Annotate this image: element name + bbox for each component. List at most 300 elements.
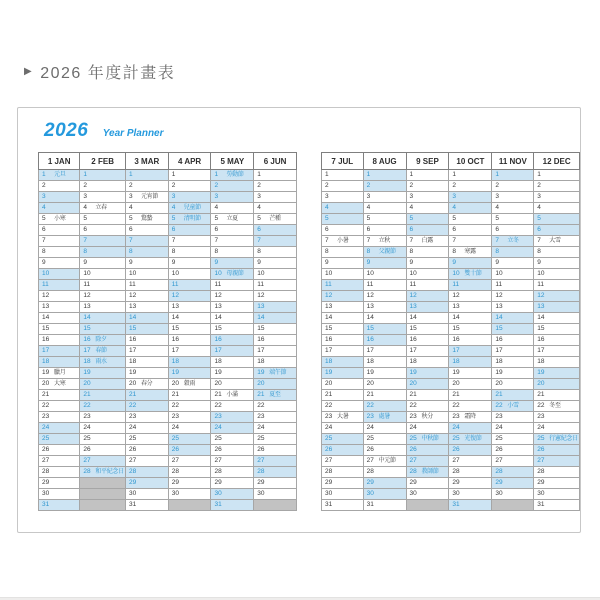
day-number: 3 bbox=[495, 193, 499, 200]
day-number: 11 bbox=[452, 281, 460, 288]
day-number: 15 bbox=[325, 325, 333, 332]
day-cell bbox=[406, 181, 449, 192]
day-cell bbox=[492, 214, 534, 225]
day-cell bbox=[80, 379, 126, 390]
day-number: 28 bbox=[325, 468, 333, 475]
day-number: 22 bbox=[409, 402, 417, 409]
day-cell bbox=[80, 214, 126, 225]
day-cell bbox=[492, 335, 534, 346]
day-number: 5 bbox=[452, 215, 457, 222]
day-number: 24 bbox=[366, 424, 374, 431]
day-cell bbox=[363, 445, 406, 456]
month-header: 4 APR bbox=[168, 153, 211, 170]
day-number: 13 bbox=[366, 303, 374, 310]
day-number: 4 bbox=[452, 204, 457, 211]
planner-header bbox=[44, 120, 164, 142]
day-cell bbox=[39, 236, 80, 247]
day-number: 26 bbox=[409, 446, 417, 453]
day-number: 10 bbox=[495, 270, 503, 277]
day-number: 21 bbox=[257, 391, 265, 398]
day-cell bbox=[363, 500, 406, 511]
day-row bbox=[39, 412, 297, 423]
day-number: 27 bbox=[409, 457, 417, 464]
month-header: 1 JAN bbox=[39, 153, 80, 170]
day-cell bbox=[39, 357, 80, 368]
day-cell bbox=[363, 357, 406, 368]
day-cell bbox=[492, 192, 534, 203]
day-number: 7 bbox=[171, 237, 176, 244]
day-number: 5 bbox=[409, 215, 414, 222]
day-cell bbox=[406, 346, 449, 357]
planner-subtitle: Year Planner bbox=[102, 128, 164, 139]
day-cell bbox=[168, 302, 211, 313]
day-number: 25 bbox=[409, 435, 417, 442]
day-number: 16 bbox=[495, 336, 503, 343]
day-cell bbox=[363, 401, 406, 412]
day-number: 22 bbox=[257, 402, 265, 409]
day-cell bbox=[254, 247, 297, 258]
day-number: 2 bbox=[83, 182, 87, 189]
day-cell bbox=[80, 445, 126, 456]
day-cell bbox=[211, 313, 254, 324]
day-cell bbox=[168, 445, 211, 456]
day-cell bbox=[80, 280, 126, 291]
day-cell bbox=[211, 192, 254, 203]
day-cell bbox=[322, 357, 364, 368]
day-cell bbox=[168, 214, 211, 225]
day-number: 27 bbox=[42, 457, 50, 464]
day-number: 9 bbox=[128, 259, 133, 266]
day-cell bbox=[449, 181, 492, 192]
day-cell bbox=[125, 324, 168, 335]
day-cell bbox=[363, 335, 406, 346]
day-cell bbox=[322, 225, 364, 236]
day-number: 19 bbox=[325, 369, 333, 376]
day-cell bbox=[406, 324, 449, 335]
day-number: 26 bbox=[128, 446, 137, 453]
day-cell bbox=[492, 170, 534, 181]
day-number: 7 bbox=[83, 237, 87, 244]
day-cell bbox=[449, 291, 492, 302]
day-cell bbox=[449, 401, 492, 412]
day-cell bbox=[254, 390, 297, 401]
day-number: 3 bbox=[214, 193, 219, 200]
day-cell bbox=[406, 192, 449, 203]
day-number: 9 bbox=[171, 259, 176, 266]
day-cell bbox=[363, 269, 406, 280]
day-number: 10 bbox=[257, 270, 265, 277]
page-title-text: 2026 年度計畫表 bbox=[40, 65, 176, 82]
day-row bbox=[39, 401, 297, 412]
day-row bbox=[322, 236, 580, 247]
day-number: 5 bbox=[495, 215, 499, 222]
day-number: 13 bbox=[495, 303, 503, 310]
day-cell bbox=[254, 302, 297, 313]
day-number: 27 bbox=[171, 457, 179, 464]
day-number: 1 bbox=[42, 171, 46, 178]
day-number: 12 bbox=[495, 292, 503, 299]
day-row bbox=[39, 346, 297, 357]
day-number: 25 bbox=[214, 435, 222, 442]
day-cell bbox=[322, 236, 364, 247]
day-cell bbox=[363, 181, 406, 192]
day-row bbox=[39, 467, 297, 478]
day-cell bbox=[125, 357, 168, 368]
day-cell bbox=[254, 192, 297, 203]
day-row bbox=[39, 302, 297, 313]
day-cell bbox=[449, 456, 492, 467]
day-cell bbox=[534, 225, 580, 236]
day-cell bbox=[449, 379, 492, 390]
day-number: 5 bbox=[257, 215, 261, 222]
day-number: 7 bbox=[409, 237, 414, 244]
day-number: 12 bbox=[409, 292, 417, 299]
day-cell bbox=[534, 401, 580, 412]
day-cell bbox=[125, 269, 168, 280]
day-number: 23 bbox=[537, 413, 545, 420]
day-number: 14 bbox=[257, 314, 265, 321]
day-cell bbox=[211, 324, 254, 335]
day-number: 13 bbox=[452, 303, 460, 310]
day-cell bbox=[211, 214, 254, 225]
day-number: 27 bbox=[537, 457, 545, 464]
day-number: 20 bbox=[257, 380, 265, 387]
day-row bbox=[322, 346, 580, 357]
day-cell bbox=[39, 434, 80, 445]
day-cell bbox=[363, 412, 406, 423]
day-cell bbox=[363, 170, 406, 181]
day-cell bbox=[125, 423, 168, 434]
day-cell bbox=[254, 368, 297, 379]
day-number: 17 bbox=[257, 347, 265, 354]
day-number: 18 bbox=[214, 358, 222, 365]
day-number: 7 bbox=[325, 237, 329, 244]
holiday-label: 清明節 bbox=[183, 216, 201, 222]
day-number: 28 bbox=[409, 468, 417, 475]
day-cell bbox=[168, 291, 211, 302]
day-number: 30 bbox=[325, 490, 333, 497]
day-cell bbox=[406, 412, 449, 423]
day-row bbox=[322, 269, 580, 280]
day-cell bbox=[406, 434, 449, 445]
day-number: 10 bbox=[214, 270, 222, 277]
day-number: 17 bbox=[452, 347, 460, 354]
day-cell bbox=[534, 291, 580, 302]
day-cell bbox=[39, 192, 80, 203]
day-cell bbox=[80, 258, 126, 269]
day-cell bbox=[211, 423, 254, 434]
day-cell bbox=[125, 401, 168, 412]
day-number: 1 bbox=[83, 171, 87, 178]
day-cell bbox=[322, 214, 364, 225]
day-cell bbox=[363, 478, 406, 489]
day-row bbox=[322, 368, 580, 379]
day-number: 27 bbox=[214, 457, 222, 464]
day-number: 30 bbox=[128, 490, 137, 497]
day-number: 15 bbox=[452, 325, 460, 332]
day-cell bbox=[80, 368, 126, 379]
holiday-label: 端午節 bbox=[269, 370, 287, 376]
day-number: 6 bbox=[214, 226, 219, 233]
day-cell bbox=[168, 236, 211, 247]
day-cell bbox=[363, 280, 406, 291]
day-cell bbox=[125, 214, 168, 225]
holiday-label: 臘月 bbox=[54, 370, 66, 376]
day-cell bbox=[322, 390, 364, 401]
day-cell bbox=[125, 346, 168, 357]
day-cell bbox=[168, 423, 211, 434]
day-number: 12 bbox=[537, 292, 545, 299]
day-number: 25 bbox=[325, 435, 333, 442]
day-cell bbox=[322, 379, 364, 390]
day-cell bbox=[534, 489, 580, 500]
day-number: 3 bbox=[171, 193, 176, 200]
holiday-label: 教師節 bbox=[421, 469, 439, 475]
day-number: 6 bbox=[495, 226, 499, 233]
day-number: 13 bbox=[409, 303, 417, 310]
holiday-label: 立春 bbox=[95, 205, 107, 211]
day-number: 11 bbox=[325, 281, 332, 288]
day-cell bbox=[322, 247, 364, 258]
day-cell bbox=[534, 335, 580, 346]
day-row bbox=[39, 269, 297, 280]
day-number: 14 bbox=[452, 314, 460, 321]
day-cell bbox=[492, 467, 534, 478]
day-cell bbox=[534, 192, 580, 203]
day-cell bbox=[39, 456, 80, 467]
day-cell bbox=[492, 269, 534, 280]
day-number: 27 bbox=[128, 457, 137, 464]
day-number: 16 bbox=[257, 336, 265, 343]
day-number: 14 bbox=[325, 314, 333, 321]
day-row bbox=[322, 214, 580, 225]
day-number: 2 bbox=[452, 182, 457, 189]
day-row bbox=[322, 324, 580, 335]
day-cell bbox=[322, 313, 364, 324]
day-cell bbox=[168, 379, 211, 390]
holiday-label: 小寒 bbox=[54, 216, 66, 222]
day-cell bbox=[211, 236, 254, 247]
holiday-label: 春分 bbox=[140, 381, 153, 387]
day-cell bbox=[449, 434, 492, 445]
day-row bbox=[39, 236, 297, 247]
day-cell bbox=[492, 203, 534, 214]
day-number: 18 bbox=[42, 358, 50, 365]
day-cell bbox=[363, 434, 406, 445]
day-number: 24 bbox=[42, 424, 50, 431]
day-number: 17 bbox=[128, 347, 137, 354]
day-number: 9 bbox=[366, 259, 371, 266]
day-number: 6 bbox=[452, 226, 457, 233]
day-cell bbox=[254, 225, 297, 236]
day-number: 2 bbox=[325, 182, 329, 189]
day-number: 5 bbox=[214, 215, 219, 222]
day-cell bbox=[168, 192, 211, 203]
holiday-label: 大寒 bbox=[54, 381, 66, 387]
holiday-label: 大雪 bbox=[549, 238, 561, 244]
day-number: 29 bbox=[537, 479, 545, 486]
day-number: 16 bbox=[128, 336, 137, 343]
day-number: 27 bbox=[495, 457, 503, 464]
day-number: 28 bbox=[495, 468, 503, 475]
day-cell bbox=[168, 258, 211, 269]
day-cell bbox=[254, 434, 297, 445]
day-cell bbox=[449, 368, 492, 379]
day-number: 2 bbox=[495, 182, 499, 189]
day-row bbox=[322, 225, 580, 236]
day-cell bbox=[492, 434, 534, 445]
day-number: 25 bbox=[171, 435, 179, 442]
day-row bbox=[39, 368, 297, 379]
day-number: 29 bbox=[452, 479, 460, 486]
day-number: 15 bbox=[409, 325, 417, 332]
day-number: 18 bbox=[366, 358, 374, 365]
day-row bbox=[39, 456, 297, 467]
day-number: 13 bbox=[128, 303, 137, 310]
day-cell bbox=[211, 280, 254, 291]
day-number: 10 bbox=[409, 270, 417, 277]
day-cell bbox=[492, 368, 534, 379]
day-cell bbox=[211, 247, 254, 258]
day-cell bbox=[322, 445, 364, 456]
day-cell bbox=[406, 269, 449, 280]
day-cell bbox=[322, 280, 364, 291]
day-cell bbox=[534, 379, 580, 390]
day-number: 1 bbox=[214, 171, 219, 178]
day-cell bbox=[254, 357, 297, 368]
day-number: 19 bbox=[409, 369, 417, 376]
day-cell bbox=[406, 379, 449, 390]
day-cell bbox=[406, 401, 449, 412]
day-row bbox=[322, 335, 580, 346]
day-cell bbox=[80, 346, 126, 357]
day-number: 8 bbox=[325, 248, 329, 255]
day-row bbox=[39, 324, 297, 335]
day-cell bbox=[449, 247, 492, 258]
day-number: 26 bbox=[325, 446, 333, 453]
day-row bbox=[322, 379, 580, 390]
day-cell bbox=[492, 445, 534, 456]
day-cell bbox=[125, 434, 168, 445]
day-cell bbox=[39, 401, 80, 412]
day-row bbox=[39, 335, 297, 346]
day-cell bbox=[125, 302, 168, 313]
day-row bbox=[39, 247, 297, 258]
day-cell bbox=[363, 423, 406, 434]
day-cell bbox=[363, 192, 406, 203]
day-cell bbox=[39, 269, 80, 280]
month-header: 8 AUG bbox=[363, 153, 406, 170]
day-cell bbox=[363, 225, 406, 236]
day-number: 16 bbox=[409, 336, 417, 343]
holiday-label: 白露 bbox=[421, 238, 433, 244]
day-number: 28 bbox=[83, 468, 91, 475]
day-cell bbox=[39, 412, 80, 423]
holiday-label: 霜降 bbox=[464, 414, 476, 420]
day-number: 20 bbox=[171, 380, 179, 387]
day-cell bbox=[363, 214, 406, 225]
day-number: 22 bbox=[128, 402, 137, 409]
day-number: 1 bbox=[537, 171, 541, 178]
day-cell bbox=[168, 478, 211, 489]
day-cell bbox=[168, 467, 211, 478]
day-number: 15 bbox=[257, 325, 265, 332]
day-row bbox=[39, 489, 297, 500]
day-cell bbox=[449, 346, 492, 357]
day-number: 26 bbox=[42, 446, 50, 453]
day-cell bbox=[125, 379, 168, 390]
day-number: 29 bbox=[409, 479, 417, 486]
day-cell bbox=[80, 203, 126, 214]
holiday-label: 小滿 bbox=[226, 392, 238, 398]
day-number: 7 bbox=[257, 237, 261, 244]
day-number: 31 bbox=[452, 501, 460, 508]
day-cell bbox=[449, 423, 492, 434]
day-number: 9 bbox=[495, 259, 499, 266]
day-cell bbox=[322, 478, 364, 489]
holiday-label: 行憲紀念日 bbox=[549, 436, 578, 442]
day-cell bbox=[254, 214, 297, 225]
day-cell bbox=[168, 324, 211, 335]
day-cell bbox=[125, 236, 168, 247]
day-cell bbox=[254, 401, 297, 412]
day-cell bbox=[406, 203, 449, 214]
day-number: 3 bbox=[537, 193, 541, 200]
day-number: 29 bbox=[128, 479, 137, 486]
day-number: 11 bbox=[214, 281, 222, 288]
holiday-label: 中秋節 bbox=[421, 436, 439, 442]
day-cell bbox=[363, 313, 406, 324]
day-number: 11 bbox=[257, 281, 264, 288]
day-cell bbox=[211, 203, 254, 214]
holiday-label: 母親節 bbox=[226, 271, 244, 277]
day-number: 21 bbox=[42, 391, 50, 398]
day-cell bbox=[322, 302, 364, 313]
day-row bbox=[39, 500, 297, 511]
empty-cell bbox=[168, 500, 211, 511]
day-cell bbox=[449, 357, 492, 368]
day-number: 18 bbox=[495, 358, 503, 365]
day-cell bbox=[168, 412, 211, 423]
day-number: 12 bbox=[128, 292, 137, 299]
day-cell bbox=[168, 456, 211, 467]
day-row bbox=[39, 214, 297, 225]
day-number: 2 bbox=[366, 182, 371, 189]
day-cell bbox=[80, 170, 126, 181]
day-cell bbox=[254, 324, 297, 335]
day-cell bbox=[363, 456, 406, 467]
day-cell bbox=[125, 335, 168, 346]
day-number: 8 bbox=[452, 248, 457, 255]
day-cell bbox=[125, 368, 168, 379]
day-number: 24 bbox=[452, 424, 460, 431]
day-cell bbox=[39, 445, 80, 456]
day-cell bbox=[406, 225, 449, 236]
day-cell bbox=[492, 390, 534, 401]
day-number: 19 bbox=[83, 369, 91, 376]
day-cell bbox=[254, 170, 297, 181]
day-number: 15 bbox=[171, 325, 179, 332]
day-number: 17 bbox=[537, 347, 545, 354]
day-cell bbox=[322, 412, 364, 423]
day-number: 26 bbox=[83, 446, 91, 453]
planner-tables bbox=[38, 152, 580, 511]
day-number: 5 bbox=[366, 215, 371, 222]
day-cell bbox=[168, 346, 211, 357]
planner-table-second-half-grid bbox=[321, 152, 580, 511]
day-number: 2 bbox=[171, 182, 176, 189]
day-cell bbox=[534, 467, 580, 478]
